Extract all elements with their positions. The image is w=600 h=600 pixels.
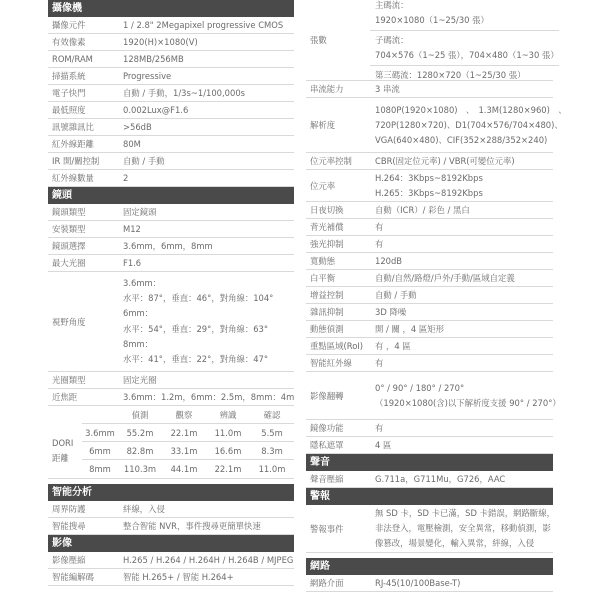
dori-cell: 11.0m: [258, 464, 286, 474]
value-line: 有: [375, 422, 384, 433]
value-line: 3 串流: [375, 83, 400, 94]
value-line: 固定光圈: [123, 374, 157, 385]
lens-rows: [48, 204, 294, 272]
row-label: 解析度: [310, 120, 336, 130]
dori-cell: 6mm: [89, 445, 111, 456]
value-line: 非法登入，電壓檢測，安全異常，移動偵測，影: [375, 523, 551, 533]
spec-row: [48, 17, 294, 34]
row-label: 訊號雜訊比: [52, 122, 94, 132]
row-value: [118, 221, 294, 237]
spec-row: [306, 81, 553, 98]
row-value: [118, 17, 294, 33]
value-line: 6mm：: [123, 308, 154, 319]
value-line: M12: [123, 223, 141, 234]
value-line: 120dB: [375, 255, 403, 266]
row-value: [118, 389, 294, 405]
audio-rows: [306, 471, 553, 488]
row-value: [370, 253, 553, 269]
row-label: 隱私遮罩: [310, 440, 344, 450]
row-value: [370, 0, 559, 80]
row-label: 重點區域(RoI): [310, 341, 364, 351]
row-value: [370, 372, 561, 419]
spec-row: [48, 389, 294, 406]
row-value: [118, 153, 294, 169]
row-value: [370, 505, 555, 552]
dori-cell: 33.1m: [170, 445, 198, 456]
value-line: 子碼流：: [375, 34, 409, 45]
alarm-rows: [306, 505, 553, 553]
value-line: 3D 降噪: [375, 306, 407, 317]
value-line: 8mm：: [123, 338, 154, 349]
row-value: [118, 68, 294, 84]
spec-row: [48, 85, 294, 102]
row-value: [370, 270, 553, 286]
spec-row: [306, 355, 553, 372]
spec-row: [306, 170, 553, 202]
dori-cell: 55.2m: [126, 427, 154, 438]
value-line: 3.6mm：: [123, 277, 162, 288]
spec-row: [306, 575, 553, 592]
video-rows: [48, 552, 294, 586]
row-value: [118, 34, 294, 50]
alarm-section-header: 警報: [306, 488, 553, 505]
row-value: [370, 338, 553, 354]
value-line: 1 / 2.8" 2Megapixel progressive CMOS: [123, 19, 284, 30]
smart-rows: [48, 501, 294, 535]
value-line: 開 / 關 ，4 區矩形: [375, 323, 445, 334]
row-label: 警報事件: [310, 523, 344, 534]
value-line: 固定鏡頭: [123, 206, 157, 217]
row-label: 寬動態: [310, 256, 336, 266]
row-label: 掃描系統: [52, 71, 86, 81]
stream-sub: [370, 0, 559, 31]
spec-row: [48, 102, 294, 119]
row-label: 網路介面: [310, 578, 344, 588]
row-value: [118, 518, 294, 534]
value-line: 水平：87°，垂直：46°，對角線：104°: [123, 293, 274, 304]
spec-row: [306, 98, 567, 153]
row-label: ROM/RAM: [52, 54, 93, 64]
row-label: 智能搜尋: [52, 521, 86, 531]
dori-cell: 偵測: [131, 409, 149, 420]
spec-row: [306, 437, 553, 454]
row-label: 鏡頭選擇: [52, 241, 86, 251]
row-value: [370, 98, 567, 152]
dori-cell: 22.1m: [170, 427, 198, 438]
row-label: 智能紅外線: [310, 358, 352, 368]
spec-row: [306, 270, 553, 287]
row-value: [118, 552, 294, 568]
value-line: 704×576（1~25 張），704×480（1~30 張）: [375, 49, 559, 60]
spec-row: [306, 505, 553, 553]
value-line: 0° / 90° / 180° / 270°: [375, 382, 465, 393]
row-label: IR 開/關控制: [52, 156, 100, 166]
row-label: 串流能力: [310, 84, 344, 94]
value-line: 720P(1280×720)、D1(704×576/704×480)、: [375, 119, 563, 130]
value-line: VGA(640×480)、CIF(352×288/352×240): [375, 134, 548, 145]
row-value: [370, 420, 553, 436]
row-value: [118, 372, 294, 388]
spec-row: [48, 238, 294, 255]
row-label: 最低照度: [52, 105, 86, 115]
row-value: [370, 202, 553, 218]
dori-row: [82, 442, 294, 460]
dori-cell: 觀察: [175, 409, 193, 420]
row-value: [370, 355, 553, 371]
row-label: 視野角度: [52, 316, 86, 327]
row-label: 電子快門: [52, 88, 86, 98]
video-section-header: 影像: [48, 535, 294, 552]
row-label: 影像翻轉: [310, 390, 344, 401]
value-line: （1920×1080(含)以下解析度支援 90° / 270°）: [375, 397, 561, 408]
value-line: 無 SD 卡，SD 卡已滿，SD 卡錯誤，網路斷線，: [375, 508, 555, 518]
row-label: 動態偵測: [310, 324, 344, 334]
row-label: 張數: [310, 35, 327, 45]
spec-row: [48, 518, 294, 535]
row-label: 紅外線距離: [52, 139, 94, 149]
dori-cell: 確認: [263, 409, 281, 420]
row-value: [370, 471, 553, 487]
value-line: 有 ，4 區: [375, 340, 411, 351]
dori-label-line: 距離: [52, 453, 69, 463]
dori-row: [82, 424, 294, 442]
value-line: 智能 H.265+ / 智能 H.264+: [123, 571, 234, 582]
row-label: 有效像素: [52, 37, 86, 47]
row-label: 雜訊抑制: [310, 307, 344, 317]
dori-table: [48, 406, 294, 479]
spec-row: [306, 202, 553, 219]
row-value: [118, 102, 294, 118]
spec-row: [306, 372, 561, 420]
row-value: [370, 575, 553, 591]
dori-row: [82, 460, 294, 478]
value-line: 自動 / 手動: [375, 289, 417, 300]
row-value: [370, 236, 553, 252]
value-line: 水平：54°，垂直：29°，對角線：63°: [123, 323, 269, 334]
value-line: 128MB/256MB: [123, 53, 184, 64]
value-line: 有: [375, 238, 384, 249]
value-line: 絆線，入侵: [123, 503, 165, 514]
row-label: 紅外線數量: [52, 173, 94, 183]
dori-header-row: [82, 406, 294, 424]
row-label: 增益控制: [310, 290, 344, 300]
row-label: 周界防護: [52, 504, 86, 514]
spec-row: [306, 236, 553, 253]
lens-section-header: 鏡頭: [48, 187, 294, 204]
spec-row: [48, 569, 294, 586]
value-line: 2: [123, 172, 129, 183]
value-line: 自動 / 手動，1/3s~1/100,000s: [123, 87, 246, 98]
value-line: Progressive: [123, 70, 172, 81]
value-line: 有: [375, 357, 384, 368]
right-rows: [306, 81, 567, 454]
row-label: 強光抑制: [310, 239, 344, 249]
spec-row: [48, 372, 294, 389]
dori-cell: 5.5m: [261, 427, 283, 438]
camera-section-header: 攝像機: [48, 0, 294, 17]
row-value: [118, 255, 294, 271]
row-label: 攝像元件: [52, 20, 86, 30]
value-line: 1920(H)×1080(V): [123, 36, 198, 47]
value-line: 自動（ICR）/ 彩色 / 黑白: [375, 204, 470, 215]
dori-cell: 3.6mm: [85, 427, 115, 438]
left-column: [48, 0, 294, 586]
row-value: [370, 153, 553, 169]
spec-row: [48, 221, 294, 238]
dori-cell: 16.6m: [214, 445, 242, 456]
row-value: [118, 501, 294, 517]
row-label: 聲音壓縮: [310, 474, 344, 484]
value-line: 3.6mm：1.2m，6mm：2.5m，8mm：4m: [123, 391, 295, 402]
lens-rows-2: [48, 372, 294, 406]
value-line: 整合智能 NVR，事件搜尋更簡單快速: [123, 520, 261, 531]
spec-row: [306, 471, 553, 488]
value-line: 水平：41°，垂直：22°，對角線：47°: [123, 353, 269, 364]
row-value: [370, 321, 553, 337]
value-line: 80M: [123, 138, 141, 149]
smart-section-header: 智能分析: [48, 484, 294, 501]
value-line: 自動/自然/路燈/戶外/手動/區域自定義: [375, 272, 515, 283]
spec-row: [48, 204, 294, 221]
row-label: 影像壓縮: [52, 555, 86, 565]
row-value: [118, 119, 294, 135]
network-rows: [306, 575, 553, 592]
right-column: [306, 0, 567, 592]
row-label: 近焦距: [52, 392, 78, 402]
row-label: 背光補償: [310, 222, 344, 232]
row-value: [118, 272, 294, 371]
spec-row: [306, 338, 553, 355]
value-line: G.711a，G711Mu，G726，AAC: [375, 473, 506, 484]
value-line: H.265 / H.264 / H.264H / H.264B / MJPEG: [123, 554, 294, 565]
value-line: 有: [375, 221, 384, 232]
spec-row: [48, 119, 294, 136]
row-value: [370, 219, 553, 235]
dori-cell: 11.0m: [214, 427, 242, 438]
row-value: [370, 170, 553, 201]
dori-grid: [82, 406, 294, 478]
value-line: 1920×1080（1~25/30 張）: [375, 14, 489, 25]
spec-row: [306, 287, 553, 304]
row-label: 位元率控制: [310, 156, 352, 166]
row-value: [118, 51, 294, 67]
audio-section-header: 聲音: [306, 454, 553, 471]
row-value: [370, 287, 553, 303]
row-label: 白平衡: [310, 273, 336, 283]
dori-cell: 82.8m: [126, 445, 154, 456]
value-line: H.264：3Kbps~8192Kbps: [375, 172, 483, 183]
spec-row: [306, 219, 553, 236]
spec-row: [306, 420, 553, 437]
dori-cell: 8mm: [89, 464, 111, 474]
value-line: 3.6mm，6mm，8mm: [123, 240, 213, 251]
stream-row: [306, 0, 559, 81]
camera-rows: [48, 17, 294, 187]
value-line: 0.002Lux@F1.6: [123, 104, 189, 115]
spec-row: [306, 321, 553, 338]
dori-cell: 22.1m: [214, 464, 242, 474]
spec-row: [48, 34, 294, 51]
spec-row: [48, 255, 294, 272]
row-label: 最大光圈: [52, 258, 86, 268]
value-line: 1080P(1920×1080) 、 1.3M(1280×960) 、: [375, 104, 567, 115]
dori-cell: 44.1m: [170, 464, 198, 474]
row-value: [118, 136, 294, 152]
row-value: [118, 204, 294, 220]
value-line: 4 區: [375, 439, 392, 450]
spec-row: [48, 552, 294, 569]
dori-cell: 8.3m: [261, 445, 283, 456]
spec-row: [48, 170, 294, 187]
row-value: [118, 238, 294, 254]
row-label: 鏡頭類型: [52, 207, 86, 217]
spec-row: [306, 253, 553, 270]
row-value: [370, 437, 553, 453]
dori-cell: 110.3m: [123, 464, 157, 474]
row-value: [370, 304, 553, 320]
value-line: 自動 / 手動: [123, 155, 165, 166]
network-section-header: 網路: [306, 558, 553, 575]
row-label: 位元率: [310, 180, 336, 191]
spec-row: [48, 68, 294, 85]
value-line: H.265：3Kbps~8192Kbps: [375, 187, 483, 198]
row-label: 安裝類型: [52, 224, 86, 234]
row-label: 智能編解碼: [52, 572, 94, 582]
value-line: >56dB: [123, 121, 152, 132]
value-line: 第三碼流：1280×720（1~25/30 張）: [375, 69, 526, 80]
row-label: 鏡像功能: [310, 423, 344, 433]
fov-row: [48, 272, 294, 372]
row-value: [370, 81, 553, 97]
row-label: 光圈類型: [52, 375, 86, 385]
spec-row: [48, 51, 294, 68]
row-value: [118, 85, 294, 101]
spec-row: [48, 501, 294, 518]
stream-sub: [370, 31, 559, 66]
value-line: F1.6: [123, 257, 142, 268]
spec-row: [306, 304, 553, 321]
dori-label-line: DORI: [52, 438, 74, 448]
value-line: RJ-45(10/100Base-T): [375, 577, 461, 588]
value-line: CBR(固定位元率) / VBR(可變位元率): [375, 155, 515, 166]
row-label: 日夜切換: [310, 205, 344, 215]
spec-row: [48, 153, 294, 170]
dori-cell: 辨識: [219, 409, 237, 420]
dori-label: [48, 406, 82, 478]
value-line: 像篡改，場景變化，輸入異常，絆線，入侵: [375, 538, 535, 548]
row-value: [118, 170, 294, 186]
value-line: 主碼流：: [375, 0, 409, 10]
spec-row: [306, 153, 553, 170]
spec-row: [48, 136, 294, 153]
row-value: [118, 569, 294, 585]
